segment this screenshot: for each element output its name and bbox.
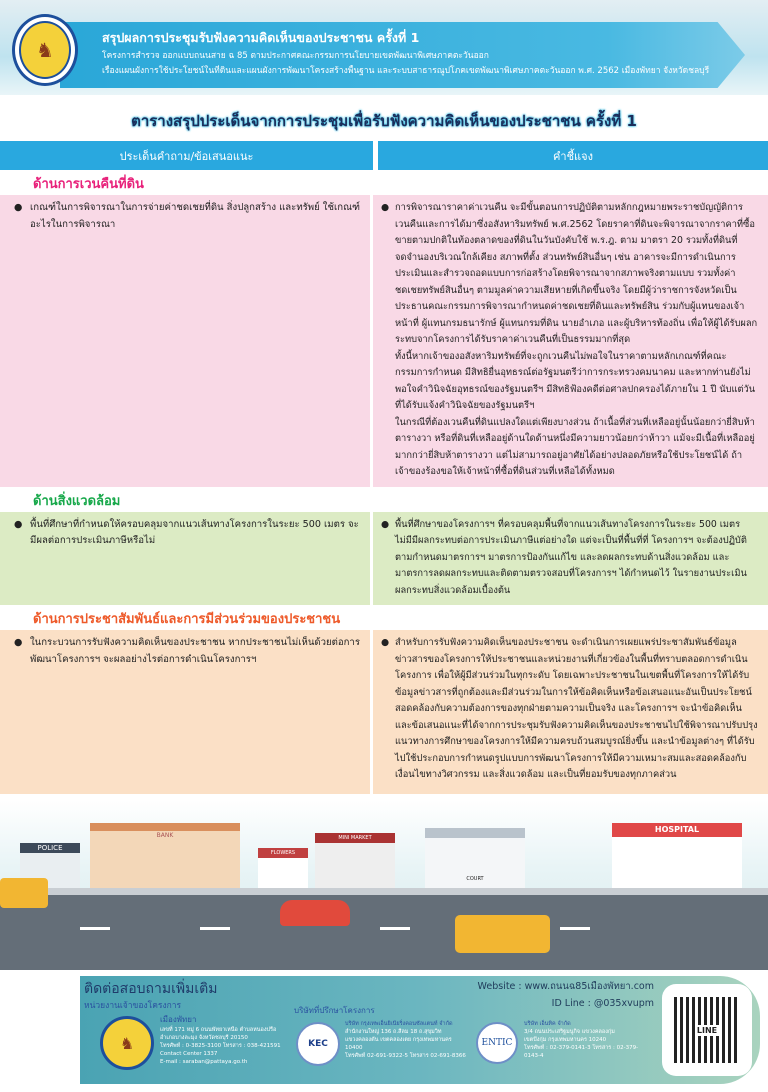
answer-cell: ● สำหรับการรับฟังความคิดเห็นของประชาชน จะดำเนินการเผยแพร่ประชาสัมพันธ์ข้อมูลข่าวสารของโครงการให้ประชาชนและหน่วยงานที่เกี่ยวข้องในพื้นที่ทราบตลอดการดำเนินโครงการ เพื่อให้ผู้มีส่วนร่วมในทุกระดับ โดยเฉพาะประชาชนในเขตพื้นที่โครงการให้ได้รับข้อมูลข่าวสารที่ถูกต้องและมีส่วนร่วมในการให้ข้อคิดเห็นหรือข้อเสนอแนะอันเป็นประโยชน์ สอดคล้องกับความต้องการของทุกฝ่ายตามความเป็นจริง และโครงการฯ จะนำข้อคิดเห็นและข้อเสนอแนะที่ได้จากการประชุมรับฟังความคิดเห็นของประชาชนไปใช้พิจารณาปรับปรุงแนวทางการศึกษาของโครงการให้มีความครบถ้วนสมบูรณ์ยิ่งขึ้น และนำข้อมูลต่างๆ ที่ได้รับไปใช้ประกอบการกำหนดรูปแบบการพัฒนาโครงการให้มีความเหมาะสมและสอดคล้องกับเงื่อนไขทางวิศวกรรม และสิ่งแวดล้อม และเป็นที่ยอมรับของทุกภาคส่วน — [373, 630, 768, 794]
entic-details — [524, 1020, 654, 1060]
header — [0, 0, 768, 95]
table-row — [0, 195, 768, 487]
header-title: สรุปผลการประชุมรับฟังความคิดเห็นของประชาชน ครั้งที่ 1 — [102, 30, 420, 45]
owner-line: อำเภอบางละมุง จังหวัดชลบุรี 20150 — [160, 1035, 248, 1041]
pattaya-footer-logo: ♞ — [100, 1016, 154, 1070]
answer-cell: ● การพิจารณาราคาค่าเวนคืน จะมีขั้นตอนการปฏิบัติตามหลักกฎหมายพระราชบัญญัติการเวนคืนและการได้มาซึ่งอสังหาริมทรัพย์ พ.ศ.2562 โดยราคาที่ดินจะพิจารณาจากราคาที่ซื้อขายตามปกติในท้องตลาดของที่ดินในวันบังคับใช้ พ.ร.ฎ. ตาม มาตรา 20 รวมทั้งที่ดินที่จดจำนองบริเวณใกล้เคียง สภาพที่ตั้ง ส่วนทรัพย์สินอื่นๆ เช่น อาคารจะมีการดำเนินการประเมินและสำรวจถอดแบบการก่อสร้างโดยพิจารณาจากสภาพจริงตามแบบ รวมทั้งค่าชดเชยทรัพย์สินอื่นๆ ตามมูลค่าความเสียหายที่เกิดขึ้นจริง โดยมีผู้ว่าราชการจังหวัดเป็นประธานคณะกรรมการพิจารณากำหนดค่าชดเชยที่ดินและทรัพย์สิน ร่วมกับผู้แทนของเจ้าหน้าที่ ผู้แทนกรมธนารักษ์ ผู้แทนกรมที่ดิน นายอำเภอ และผู้บริหารท้องถิ่น เพื่อให้ผู้ได้รับผลกระทบจากโครงการได้รับราคาค่าเวนคืนที่เป็นธรรมมากที่สุด ทั้งนี้หากเจ้าของอสังหาริมทรัพย์ที่จะถูกเวนคืนไม่พอใจในราคาตามหลักเกณฑ์ที่คณะกรรมการกำหนด มีสิทธิยื่นอุทธรณ์ต่อรัฐมนตรีว่าการกระทรวงคมนาคม และหากท่านยังไม่พอใจคำวินิจฉัยอุทธรณ์ของรัฐมนตรีฯ มีสิทธิฟ้องคดีต่อศาลปกครองได้ภายใน 1 ปี นับแต่วันที่ได้รับแจ้งคำวินิจฉัยของรัฐมนตรีฯ ในกรณีที่ต้องเวนคืนที่ดินแปลงใดแต่เพียงบางส่วน ถ้าเนื้อที่ส่วนที่เหลืออยู่นั้นน้อยกว่ายี่สิบห้าตารางวา หรือที่ดินที่เหลืออยู่ด้านใดด้านหนึ่งมีความยาวน้อยกว่าห้าวา แม้จะมีเนื้อที่เหลืออยู่มากกว่ายี่สิบห้าตารางวา แต่ไม่สามารถอยู่อาศัยได้อย่างปลอดภัยหรือใช้ประโยชน์ได้ ถ้าเจ้าของร้องขอให้เจ้าหน้าที่ซื้อที่ดินส่วนที่เหลือได้ทั้งหมด — [373, 195, 768, 487]
bus-left — [0, 878, 48, 908]
kec-line: โทรศัพท์ 02-691-9322-5 โทรสาร 02-691-8366 — [345, 1053, 466, 1059]
table-row — [0, 630, 768, 794]
question-text: พื้นที่ศึกษาที่กำหนดให้ครอบคลุมจากแนวเส้นทางโครงการในระยะ 500 เมตร จะมีผลต่อการประเมินภาษีหรือไม่ — [30, 518, 359, 547]
kec-line: สำนักงานใหญ่ 136 ถ.สีลม 18 ถ.สุขุมวิท — [345, 1029, 442, 1035]
mini-market-sign: MINI MARKET — [315, 833, 395, 843]
question-cell: ● พื้นที่ศึกษาที่กำหนดให้ครอบคลุมจากแนวเส้นทางโครงการในระยะ 500 เมตร จะมีผลต่อการประเมินภาษีหรือไม่ — [0, 512, 370, 606]
red-car — [280, 900, 350, 926]
table-header — [0, 141, 768, 170]
question-cell: ● เกณฑ์ในการพิจารณาในการจ่ายค่าชดเชยที่ดิน สิ่งปลูกสร้าง และทรัพย์ ใช้เกณฑ์อะไรในการพิจารณา — [0, 195, 370, 487]
qr-line-label: LINE — [696, 1025, 718, 1035]
entic-line: เขตบึงกุ่ม กรุงเทพมหานคร 10240 — [524, 1037, 607, 1043]
city-illustration — [0, 800, 768, 970]
bank-sign: BANK — [156, 832, 174, 839]
owner-details — [160, 1026, 288, 1066]
lane-marking — [560, 927, 590, 930]
line-qr-code[interactable] — [662, 984, 752, 1076]
contact-title: ติดต่อสอบถามเพิ่มเติม — [84, 981, 218, 997]
owner-line: Contact Center 1337 — [160, 1051, 218, 1057]
kec-name: บริษัท กรุงเทพเอ็นยิเนียริ่งคอนซัลแตนท์ จำกัด — [345, 1021, 453, 1027]
question-text: เกณฑ์ในการพิจารณาในการจ่ายค่าชดเชยที่ดิน สิ่งปลูกสร้าง และทรัพย์ ใช้เกณฑ์อะไรในการพิจารณา — [30, 202, 360, 230]
answer-text-2: ทั้งนี้หากเจ้าของอสังหาริมทรัพย์ที่จะถูกเวนคืนไม่พอใจในราคาตามหลักเกณฑ์ที่คณะกรรมการกำหนด มีสิทธิยื่นอุทธรณ์ต่อรัฐมนตรีว่าการกระทรวงคมนาคม และหากท่านยังไม่พอใจคำวินิจฉัยอุทธรณ์ของรัฐมนตรีฯ มีสิทธิฟ้องคดีต่อศาลปกครองได้ภายใน 1 ปี นับแต่วันที่ได้รับแจ้งคำวินิจฉัยของรัฐมนตรีฯ — [395, 350, 756, 411]
header-line-2: เรื่องแผนผังการใช้ประโยชน์ในที่ดินและแผนผังการพัฒนาโครงสร้างพื้นฐาน และระบบสาธารณูปโภคเขตพัฒนาพิเศษภาคตะวันออก พ.ศ. 2562 เมืองพัทยา จังหวัดชลบุรี — [102, 66, 710, 76]
section-heading-public-relations: ด้านการประชาสัมพันธ์และการมีส่วนร่วมของประชาชน — [33, 612, 341, 627]
kec-logo: KEC — [296, 1022, 340, 1066]
column-header-questions: ประเด็นคำถาม/ข้อเสนอแนะ — [0, 141, 373, 170]
bank-building — [90, 823, 240, 888]
flower-shop — [258, 848, 308, 888]
lane-marking — [80, 927, 110, 930]
road — [0, 895, 768, 970]
court-building — [425, 828, 525, 888]
answer-text-3: ในกรณีที่ต้องเวนคืนที่ดินแปลงใดแต่เพียงบางส่วน ถ้าเนื้อที่ส่วนที่เหลืออยู่นั้นน้อยกว่ายี่สิบห้าตารางวา หรือที่ดินที่เหลืออยู่ด้านใดด้านหนึ่งมีความยาวน้อยกว่าห้าวา แม้จะมีเนื้อที่เหลืออยู่มากกว่ายี่สิบห้าตารางวา แต่ไม่สามารถอยู่อาศัยได้อย่างปลอดภัยหรือใช้ประโยชน์ได้ ถ้าเจ้าของร้องขอให้เจ้าหน้าที่ซื้อที่ดินส่วนที่เหลือได้ทั้งหมด — [395, 416, 755, 477]
section-heading-expropriation: ด้านการเวนคืนที่ดิน — [33, 177, 144, 192]
question-cell: ● ในกระบวนการรับฟังความคิดเห็นของประชาชน หากประชาชนไม่เห็นด้วยต่อการพัฒนาโครงการฯ จะผลอย่างไรต่อการดำเนินโครงการฯ — [0, 630, 370, 794]
police-sign: POLICE — [20, 843, 80, 853]
sidewalk — [0, 888, 768, 895]
table-row — [0, 512, 768, 606]
owner-line: โทรศัพท์ : 0-3825-3100 โทรสาร : 038-421591 — [160, 1043, 281, 1049]
kec-line: แขวงคลองตัน เขตคลองเตย กรุงเทพมหานคร 10400 — [345, 1037, 452, 1051]
owner-name: เมืองพัทยา — [160, 1015, 197, 1024]
entic-line: โทรศัพท์ : 02-379-0141-3 โทรสาร : 02-379-0143-4 — [524, 1045, 639, 1059]
yellow-bus — [455, 915, 550, 953]
pattaya-logo — [12, 14, 78, 86]
table-title: ตารางสรุปประเด็นจากการประชุมเพื่อรับฟังความคิดเห็นของประชาชน ครั้งที่ 1 — [131, 112, 637, 130]
flowers-sign: FLOWERS — [258, 848, 308, 858]
section-heading-environment: ด้านสิ่งแวดล้อม — [33, 493, 121, 509]
question-text: ในกระบวนการรับฟังความคิดเห็นของประชาชน หากประชาชนไม่เห็นด้วยต่อการพัฒนาโครงการฯ จะผลอย่างไรต่อการดำเนินโครงการฯ — [30, 637, 360, 665]
column-header-answers: คำชี้แจง — [378, 141, 768, 170]
hospital-sign: HOSPITAL — [612, 823, 742, 837]
mini-market — [315, 833, 395, 888]
seal-icon: ♞ — [19, 21, 71, 79]
entic-name: บริษัท เอ็นทิค จำกัด — [524, 1021, 571, 1027]
owner-label: หน่วยงานเจ้าของโครงการ — [84, 1001, 182, 1011]
consultant-label: บริษัทที่ปรึกษาโครงการ — [294, 1006, 375, 1015]
lane-marking — [200, 927, 230, 930]
kec-details — [345, 1020, 470, 1060]
court-sign: COURT — [466, 876, 484, 882]
line-id[interactable]: ID Line : @035xvupm — [551, 998, 654, 1009]
answer-text: สำหรับการรับฟังความคิดเห็นของประชาชน จะดำเนินการเผยแพร่ประชาสัมพันธ์ข้อมูลข่าวสารของโครงการให้ประชาชนและหน่วยงานที่เกี่ยวข้องในพื้นที่ทราบตลอดการดำเนินโครงการ เพื่อให้ผู้มีส่วนร่วมในทุกระดับ โดยเฉพาะประชาชนในเขตพื้นที่โครงการให้ได้รับข้อมูลข่าวสารที่ถูกต้องและมีส่วนร่วมในการให้ข้อคิดเห็นหรือข้อเสนอแนะอันเป็นประโยชน์ สอดคล้องกับความต้องการของทุกฝ่ายตามความเป็นจริง และโครงการฯ จะนำข้อคิดเห็นและข้อเสนอแนะที่ได้จากการประชุมรับฟังความคิดเห็นของประชาชนไปใช้พิจารณาปรับปรุงแนวทางการศึกษาของโครงการให้มีความครบถ้วนสมบูรณ์ยิ่งขึ้น และนำข้อมูลต่างๆ ที่ได้รับไปใช้ประกอบการกำหนดรูปแบบการพัฒนาโครงการให้มีความเหมาะสมและสอดคล้องกับเงื่อนไขทางวิศวกรรม และสิ่งแวดล้อม และเป็นที่ยอมรับของทุกภาคส่วน — [395, 637, 758, 780]
lane-marking — [380, 927, 410, 930]
qr-code-icon — [674, 997, 740, 1063]
website-link[interactable]: Website : www.ถนนฉ85เมืองพัทยา.com — [477, 981, 654, 992]
entic-line: 3/4 ถนนประเสริฐมนูกิจ แขวงคลองกุ่ม — [524, 1029, 615, 1035]
answer-text: การพิจารณาราคาค่าเวนคืน จะมีขั้นตอนการปฏิบัติตามหลักกฎหมายพระราชบัญญัติการเวนคืนและการได้มาซึ่งอสังหาริมทรัพย์ พ.ศ.2562 โดยราคาที่ดินจะพิจารณาจากราคาที่ซื้อขายตามปกติในท้องตลาดของที่ดินในวันบังคับใช้ พ.ร.ฎ. ตาม มาตรา 20 รวมทั้งที่ดินที่จดจำนองบริเวณใกล้เคียง สภาพที่ตั้ง ส่วนทรัพย์สินอื่นๆ เช่น อาคารจะมีการดำเนินการประเมินและสำรวจถอดแบบการก่อสร้างโดยพิจารณาจากสภาพจริงตามแบบ รวมทั้งค่าชดเชยทรัพย์สินอื่นๆ ตามมูลค่าความเสียหายที่เกิดขึ้นจริง โดยมีผู้ว่าราชการจังหวัดเป็นประธานคณะกรรมการพิจารณากำหนดค่าชดเชยที่ดินและทรัพย์สิน ร่วมกับผู้แทนของเจ้าหน้าที่ ผู้แทนกรมธนารักษ์ ผู้แทนกรมที่ดิน นายอำเภอ และผู้บริหารท้องถิ่น เพื่อให้ผู้ได้รับผลกระทบจากโครงการได้รับราคาค่าเวนคืนที่เป็นธรรมมากที่สุด — [395, 202, 758, 345]
entic-logo: ENTIC — [476, 1022, 518, 1064]
footer-area — [0, 970, 768, 1092]
answer-cell: ● พื้นที่ศึกษาของโครงการฯ ที่ครอบคลุมพื้นที่จากแนวเส้นทางโครงการในระยะ 500 เมตร ไม่มีมีผลกระทบต่อการประเมินภาษีแต่อย่างใด แต่จะเป็นที่พื้นที่ที่ โครงการฯ จะต้องปฏิบัติตามกำหนดมาตรการฯ มาตรการป้องกันแก้ไข และลดผลกระทบด้านสิ่งแวดล้อม และมาตรการลดผลกระทบและติดตามตรวจสอบที่โครงการฯ ได้กำหนดไว้ ในรายงานประเมินผลกระทบสิ่งแวดล้อมเบื้องต้น — [373, 512, 768, 606]
owner-line: E-mail : saraban@pattaya.go.th — [160, 1059, 248, 1065]
owner-line: เลขที่ 171 หมู่ 6 ถนนพัทยาเหนือ ตำบลหนองปรือ — [160, 1027, 277, 1033]
hospital-building — [612, 823, 742, 888]
answer-text: พื้นที่ศึกษาของโครงการฯ ที่ครอบคลุมพื้นที่จากแนวเส้นทางโครงการในระยะ 500 เมตร ไม่มีมีผลกระทบต่อการประเมินภาษีแต่อย่างใด แต่จะเป็นที่พื้นที่ที่ โครงการฯ จะต้องปฏิบัติตามกำหนดมาตรการฯ มาตรการป้องกันแก้ไข และลดผลกระทบด้านสิ่งแวดล้อม และมาตรการลดผลกระทบและติดตามตรวจสอบที่โครงการฯ ได้กำหนดไว้ ในรายงานประเมินผลกระทบสิ่งแวดล้อมเบื้องต้น — [395, 518, 747, 596]
header-line-1: โครงการสำรวจ ออกแบบถนนสาย ฉ 85 ตามประกาศคณะกรรมการนโยบายเขตพัฒนาพิเศษภาคตะวันออก — [102, 51, 489, 61]
